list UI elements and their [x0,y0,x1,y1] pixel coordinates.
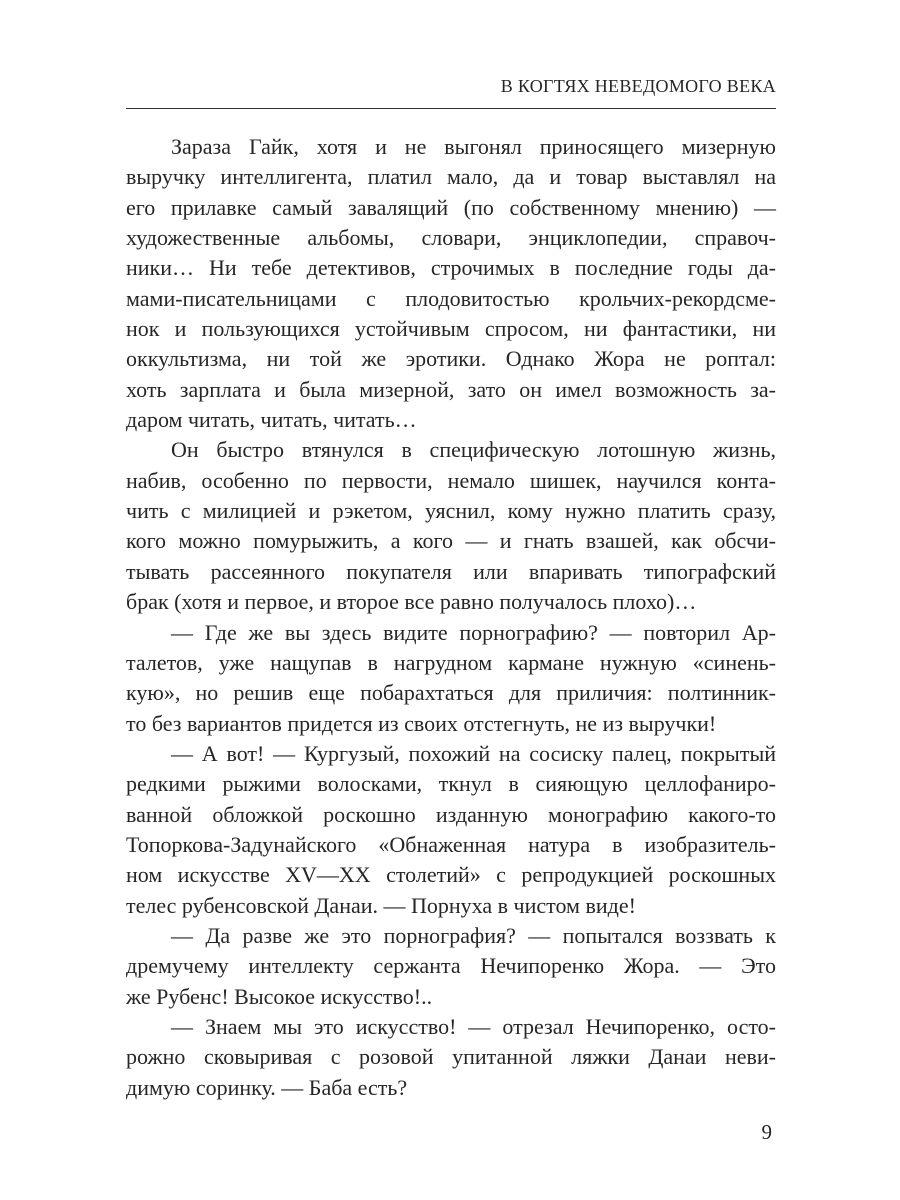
text-line: Топоркова-Задунайского «Обнаженная натура в изобразитель- [126,831,776,857]
header-rule [126,108,776,109]
text-line: чить с милицией и рэкетом, уяснил, кому нужно платить сразу, [126,498,776,524]
text-line: ном искусстве XV—XX столетий» с репродукцией роскошных [126,862,776,888]
text-line: редкими рыжими волосками, ткнул в сияющую целлофаниро- [126,771,776,797]
text-line: Зараза Гайк, хотя и не выгонял приносящего мизерную [171,134,776,159]
text-line: тывать рассеянного покупателя или впаривать типографский [126,558,776,584]
text-line: димую соринку. — Баба есть? [126,1074,408,1100]
text-line: — А вот! — Кургузый, похожий на сосиску палец, покрытый [171,740,776,766]
text-line: набив, особенно по первости, немало шишек, научился конта- [126,467,776,493]
text-line: хоть зарплата и была мизерной, зато он имел возможность за- [126,376,776,402]
text-line: талетов, уже нащупав в нагрудном кармане нужную «синень- [126,649,776,675]
text-line: даром читать, читать, читать… [126,407,417,433]
text-line: брак (хотя и первое, и второе все равно получалось плохо)… [126,589,697,615]
text-line: ники… Ни тебе детективов, строчимых в последние годы да- [126,255,776,281]
text-line: выручку интеллигента, платил мало, да и товар выставлял на [126,164,776,190]
text-line: дремучему интеллекту сержанта Нечипоренко Жора. — Это [126,953,776,979]
text-line: Он быстро втянулся в специфическую лотошную жизнь, [171,437,776,463]
text-line: кого можно помурыжить, а кого — и гнать взашей, как обсчи- [126,528,776,554]
text-line: оккультизма, ни той же эротики. Однако Жора не роптал: [126,346,776,372]
paragraph [126,921,776,1012]
text-line: рожно сковыривая с розовой упитанной ляжки Данаи неви- [126,1044,776,1070]
text-line: то без вариантов придется из своих отстегнуть, не из выручки! [126,710,717,736]
paragraph [126,739,776,921]
text-line: художественные альбомы, словари, энциклопедии, справоч- [126,225,776,251]
paragraph [126,435,776,617]
text-line: же Рубенс! Высокое искусство!.. [126,983,433,1009]
text-line: кую», но решив еще побарахтаться для приличия: полтинник- [126,680,776,706]
text-line: — Знаем мы это искусство! — отрезал Нечипоренко, осто- [171,1013,776,1039]
paragraph [126,132,776,435]
paragraph [126,1012,776,1103]
paragraph [126,618,776,739]
text-line: его прилавке самый завалящий (по собственному мнению) — [126,194,776,220]
body-text [126,132,776,1103]
text-line: мами-писательницами с плодовитостью крольчих-рекордсме- [126,285,776,311]
running-head: В КОГТЯХ НЕВЕДОМОГО ВЕКА [500,76,776,96]
text-line: ванной обложкой роскошно изданную монографию какого-то [126,801,776,827]
text-line: нок и пользующихся устойчивым спросом, ни фантастики, ни [126,316,776,342]
text-line: телес рубенсовской Данаи. — Порнуха в чистом виде! [126,892,636,918]
text-line: — Да разве же это порнография? — попытался воззвать к [171,922,776,948]
page-number: 9 [761,1120,772,1144]
text-line: — Где же вы здесь видите порнографию? — повторил Ар- [171,619,776,645]
